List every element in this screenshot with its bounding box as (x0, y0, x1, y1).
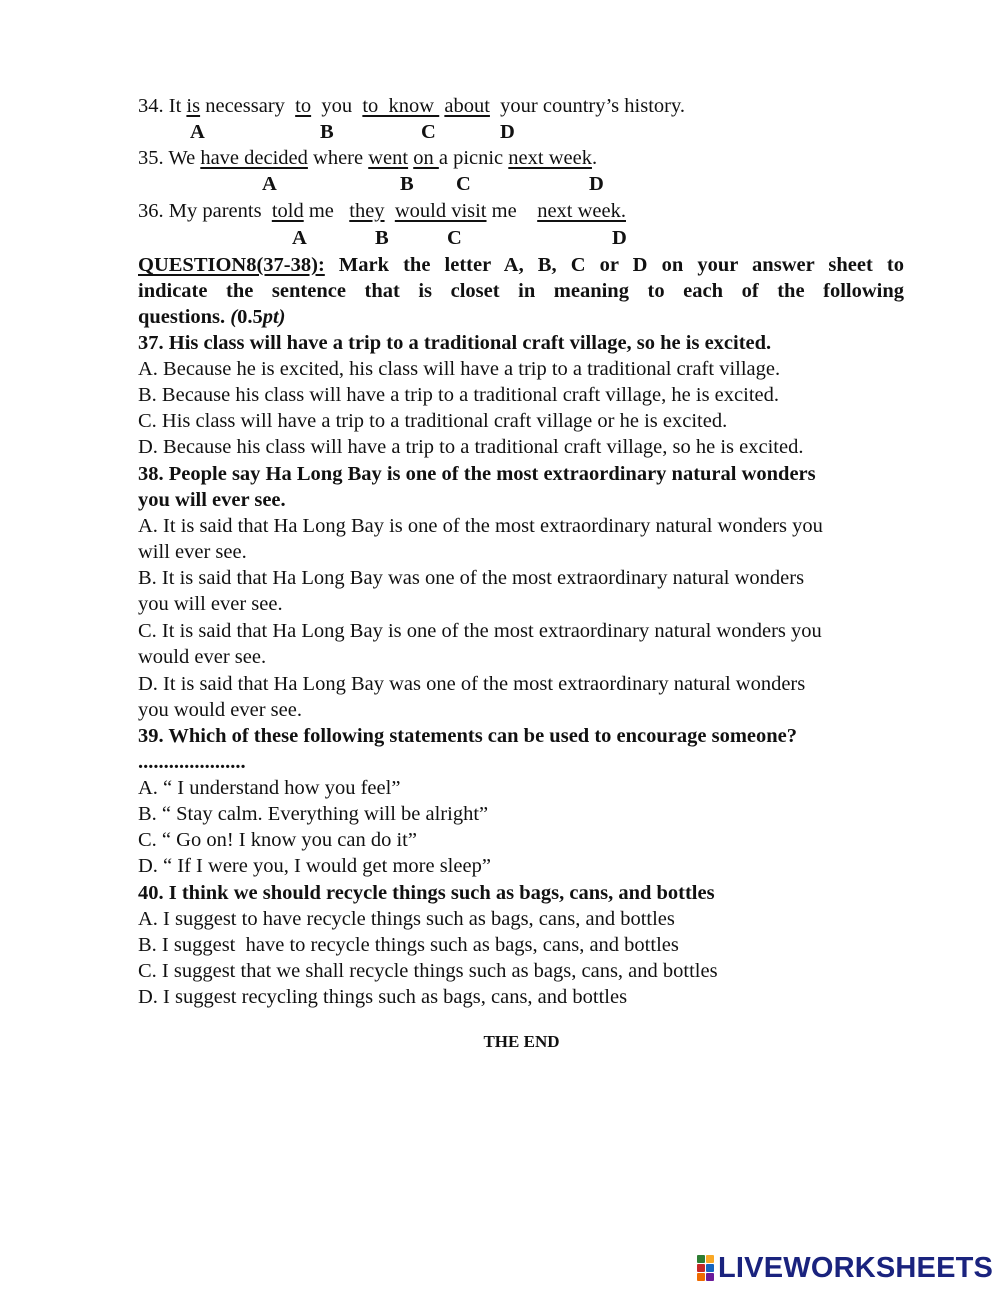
liveworksheets-icon (697, 1255, 714, 1281)
q35-label-c: C (456, 173, 471, 195)
q40-option-d: D. I suggest recycling things such as bags, cans, and bottles (138, 986, 628, 1008)
q36-label-a: A (292, 227, 307, 249)
the-end-label: THE END (483, 1032, 560, 1051)
q34-text: your country’s history. (489, 95, 686, 117)
q35-label-a: A (262, 173, 277, 195)
q37-option-d: D. Because his class will have a trip to a traditional craft village, so he is excited. (138, 436, 804, 458)
q38-stem-line-2: you will ever see. (138, 489, 286, 511)
points-paren: ( (230, 306, 238, 328)
q38-option-d: D. It is said that Ha Long Bay was one of the most extraordinary natural wonders (138, 673, 806, 695)
q39-option-a: A. “ I understand how you feel” (138, 777, 401, 799)
q37-option-b: B. Because his class will have a trip to a traditional craft village, he is excited. (138, 384, 779, 406)
q35-text: 35. We (138, 147, 201, 169)
q34-text: you (311, 95, 363, 117)
q39-option-d: D. “ If I were you, I would get more sleep” (138, 855, 491, 877)
q38-stem-line-1: 38. People say Ha Long Bay is one of the most extraordinary natural wonders (138, 463, 816, 485)
section-instruction-line-3 (138, 304, 286, 330)
q39-stem: 39. Which of these following statements can be used to encourage someone? (138, 725, 797, 747)
q35-text: . (591, 147, 598, 169)
q34-option-b-underline: to (295, 95, 312, 117)
q40-option-b: B. I suggest have to recycle things such as bags, cans, and bottles (138, 934, 679, 956)
q40-stem: 40. I think we should recycle things such as bags, cans, and bottles (138, 882, 715, 904)
q37-option-c: C. His class will have a trip to a traditional craft village or he is excited. (138, 410, 728, 432)
q34-text: 34. It (138, 95, 187, 117)
q40-option-c: C. I suggest that we shall recycle things such as bags, cans, and bottles (138, 960, 718, 982)
question-35 (138, 145, 597, 171)
q36-option-a-underline: told (271, 200, 304, 222)
liveworksheets-logo (697, 1251, 993, 1285)
q34-label-c: C (421, 121, 436, 143)
q36-text: me (486, 200, 538, 222)
q38-option-a: A. It is said that Ha Long Bay is one of the most extraordinary natural wonders you (138, 515, 823, 537)
q35-text: a picnic (438, 147, 509, 169)
q36-label-b: B (375, 227, 389, 249)
logo-square (706, 1264, 714, 1272)
q38-option-b-cont: you will ever see. (138, 593, 283, 615)
q36-option-b-underline: they (349, 200, 385, 222)
section-instruction-text: questions. (138, 306, 231, 328)
q36-text: 36. My parents (138, 200, 272, 222)
q36-option-d-underline: next week. (537, 200, 626, 222)
q38-option-a-cont: will ever see. (138, 541, 247, 563)
section-instruction-line-1 (138, 252, 904, 278)
q35-option-a-underline: have decided (200, 147, 308, 169)
q35-text: where (307, 147, 369, 169)
section-instruction-line-2: indicate the sentence that is closet in meaning to each of the following (138, 280, 904, 302)
q35-label-b: B (400, 173, 414, 195)
q39-option-c: C. “ Go on! I know you can do it” (138, 829, 417, 851)
q34-label-b: B (320, 121, 334, 143)
logo-square (697, 1255, 705, 1263)
logo-square (706, 1273, 714, 1281)
section-title: QUESTION8(37-38): (138, 254, 325, 276)
q34-option-d-underline: about (444, 95, 490, 117)
q36-label-d: D (612, 227, 627, 249)
q38-option-d-cont: you would ever see. (138, 699, 302, 721)
q34-option-c-underline: to know (362, 95, 440, 117)
logo-square (697, 1264, 705, 1272)
question-36 (138, 198, 626, 224)
q39-option-b: B. “ Stay calm. Everything will be alright” (138, 803, 489, 825)
points-unit: pt) (262, 306, 286, 328)
logo-square (706, 1255, 714, 1263)
q35-label-d: D (589, 173, 604, 195)
question-34 (138, 93, 685, 119)
q34-label-a: A (190, 121, 205, 143)
q37-stem: 37. His class will have a trip to a traditional craft village, so he is excited. (138, 332, 772, 354)
q36-option-c-underline: would visit (394, 200, 487, 222)
q34-option-a-underline: is (186, 95, 201, 117)
liveworksheets-wordmark: LIVEWORKSHEETS (718, 1252, 994, 1284)
q34-text: necessary (200, 95, 296, 117)
q36-text: me (303, 200, 350, 222)
logo-square (697, 1273, 705, 1281)
q37-option-a: A. Because he is excited, his class will have a trip to a traditional craft village. (138, 358, 781, 380)
q38-option-b: B. It is said that Ha Long Bay was one of the most extraordinary natural wonders (138, 567, 805, 589)
q38-option-c: C. It is said that Ha Long Bay is one of the most extraordinary natural wonders you (138, 620, 822, 642)
q35-option-c-underline: on (413, 147, 439, 169)
q35-option-d-underline: next week (508, 147, 592, 169)
q36-label-c: C (447, 227, 462, 249)
q39-answer-blank: ..................... (138, 751, 246, 773)
q34-label-d: D (500, 121, 515, 143)
section-instruction-text: Mark the letter A, B, C or D on your answer sheet to (324, 254, 904, 276)
q36-text (385, 200, 395, 222)
q40-option-a: A. I suggest to have recycle things such as bags, cans, and bottles (138, 908, 675, 930)
q35-option-b-underline: went (368, 147, 409, 169)
q38-option-c-cont: would ever see. (138, 646, 267, 668)
points-value: 0.5 (237, 306, 263, 328)
